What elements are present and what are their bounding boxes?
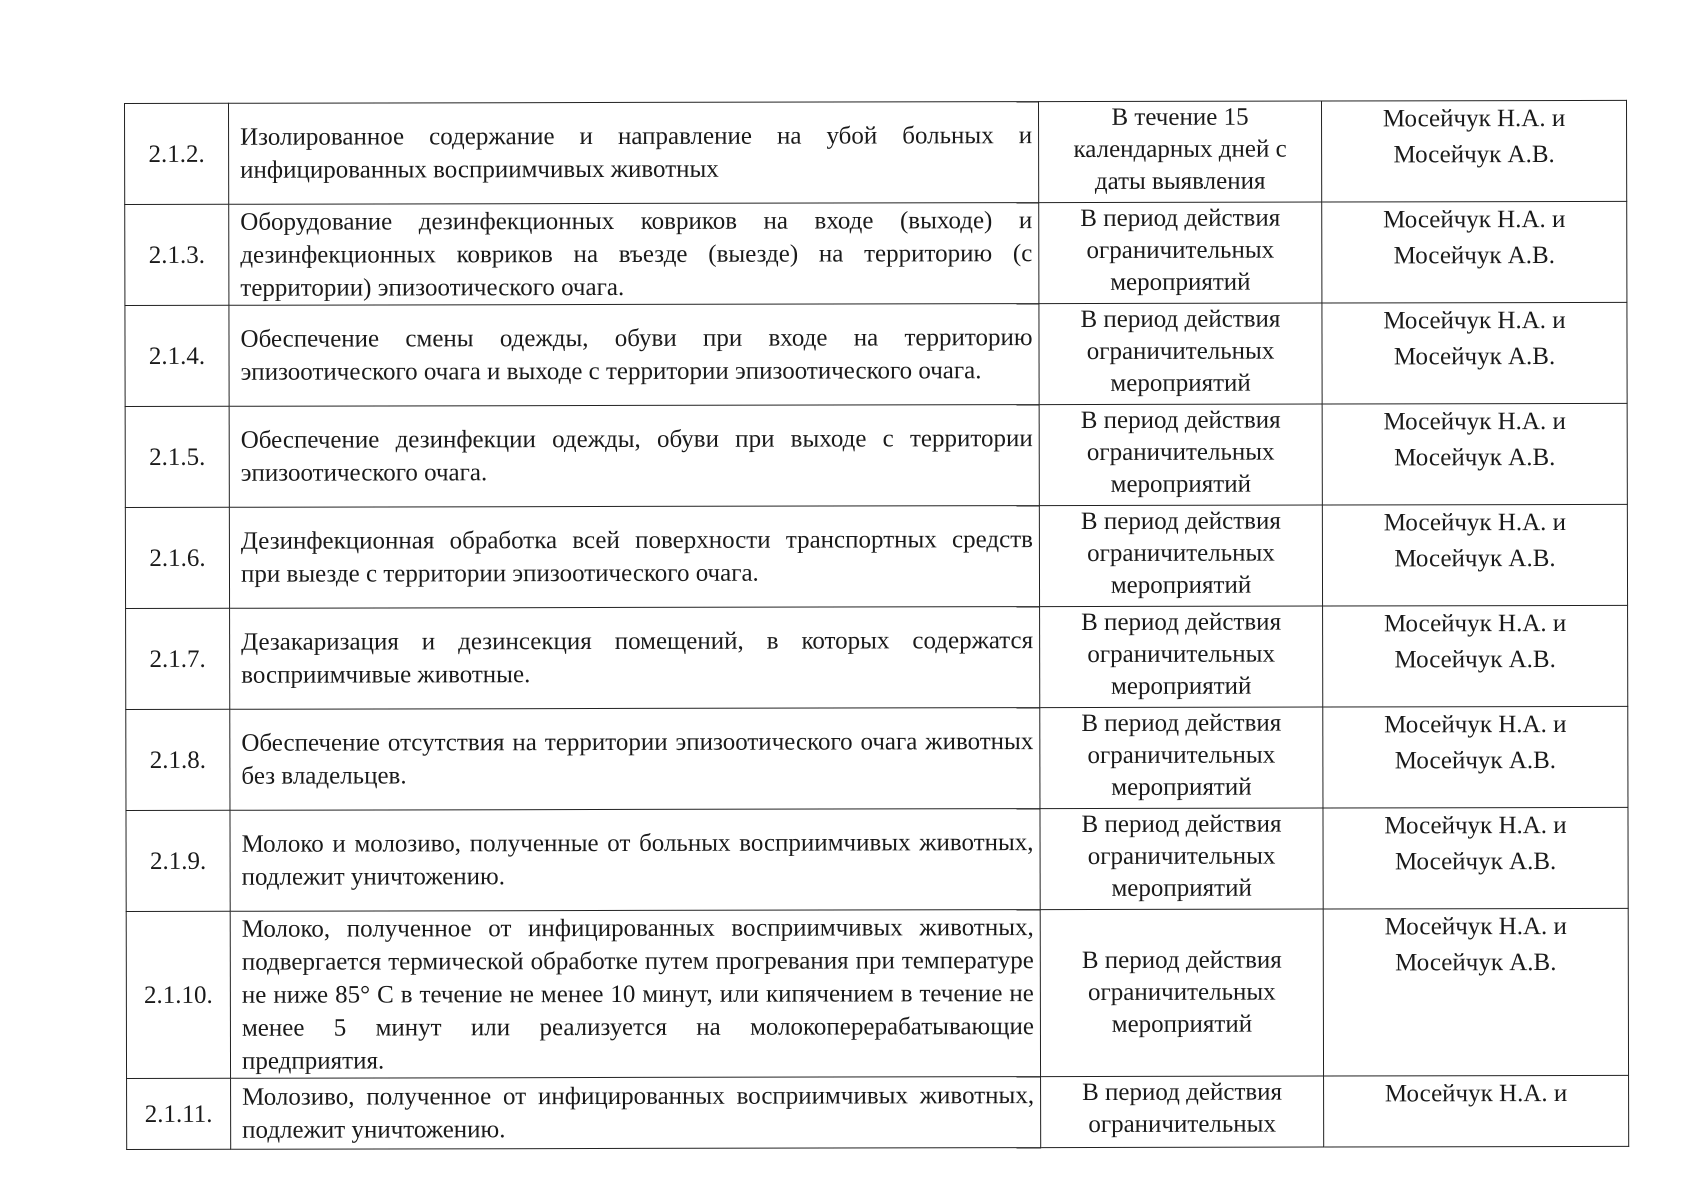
- responsible-line: Мосейчук Н.А. и: [1383, 407, 1566, 436]
- deadline-cell: [1039, 505, 1322, 607]
- deadline-cell: [1039, 202, 1322, 304]
- responsible-cell: [1322, 201, 1627, 303]
- measure-description: Молоко, полученное от инфицированных восприимчивых животных, подвергается термической обработке путем прогревания при температуре не ниже 85° С в течение не менее 10 минут, или кипячением в течение не менее 5 минут или реализуется на молокоперерабатывающие предприятия.: [230, 910, 1040, 1079]
- deadline-cell: [1041, 1076, 1324, 1148]
- measure-description: Дезакаризация и дезинсекция помещений, в которых содержатся восприимчивые животные.: [230, 607, 1040, 710]
- responsible-line: Мосейчук Н.А. и: [1384, 710, 1567, 739]
- table-row: [126, 908, 1628, 1078]
- deadline-line: В период действия: [1081, 709, 1282, 737]
- responsible-line: Мосейчук Н.А. и: [1383, 609, 1567, 638]
- deadline-line: ограничительных: [1087, 640, 1275, 668]
- responsible-cell: [1322, 302, 1627, 404]
- deadline-line: мероприятий: [1111, 672, 1252, 700]
- responsible-cell: [1323, 706, 1628, 808]
- deadline-line: ограничительных: [1087, 539, 1275, 567]
- measures-table-body: [125, 100, 1629, 1149]
- deadline-cell: [1040, 909, 1323, 1077]
- deadline-cell: [1039, 404, 1322, 506]
- deadline-line: ограничительных: [1087, 842, 1276, 870]
- responsible-line: Мосейчук А.В.: [1394, 848, 1557, 876]
- deadline-line: В течение 15: [1111, 103, 1249, 131]
- deadline-line: даты выявления: [1094, 167, 1266, 195]
- item-number: 2.1.10.: [126, 911, 230, 1078]
- deadline-line: ограничительных: [1086, 337, 1275, 365]
- deadline-line: В период действия: [1080, 305, 1281, 333]
- deadline-line: ограничительных: [1086, 236, 1275, 264]
- measure-description: Обеспечение отсутствия на территории эпизоотического очага животных без владельцев.: [230, 708, 1040, 811]
- deadline-line: календарных дней с: [1073, 135, 1287, 164]
- responsible-line: Мосейчук Н.А. и: [1383, 306, 1566, 335]
- responsible-line: Мосейчук А.В.: [1394, 444, 1556, 472]
- deadline-line: В период действия: [1082, 1078, 1283, 1106]
- responsible-line: Мосейчук А.В.: [1395, 949, 1557, 977]
- item-number: 2.1.11.: [127, 1078, 231, 1149]
- item-number: 2.1.3.: [125, 204, 229, 305]
- deadline-cell: [1039, 303, 1322, 405]
- table-row: [125, 403, 1627, 507]
- table-row: [125, 100, 1627, 204]
- responsible-line: Мосейчук А.В.: [1393, 242, 1556, 270]
- deadline-line: ограничительных: [1088, 978, 1276, 1006]
- responsible-cell: [1322, 504, 1627, 606]
- deadline-line: В период действия: [1080, 204, 1281, 232]
- item-number: 2.1.5.: [125, 406, 229, 507]
- measure-description: Изолированное содержание и направление на убой больных и инфицированных восприимчивых животных: [229, 102, 1039, 205]
- responsible-line: Мосейчук Н.А. и: [1382, 104, 1566, 133]
- measures-table: [124, 100, 1629, 1150]
- responsible-cell: [1321, 100, 1626, 202]
- deadline-line: мероприятий: [1110, 571, 1252, 599]
- item-number: 2.1.2.: [125, 103, 229, 204]
- deadline-line: ограничительных: [1086, 438, 1275, 466]
- deadline-line: мероприятий: [1110, 268, 1251, 296]
- responsible-line: Мосейчук А.В.: [1393, 141, 1555, 169]
- item-number: 2.1.8.: [126, 709, 230, 810]
- responsible-line: Мосейчук Н.А. и: [1384, 912, 1567, 941]
- deadline-line: В период действия: [1080, 406, 1281, 434]
- deadline-line: ограничительных: [1088, 1110, 1276, 1138]
- deadline-line: В период действия: [1081, 810, 1282, 838]
- measure-description: Обеспечение дезинфекции одежды, обуви при выходе с территории эпизоотического очага.: [229, 405, 1039, 508]
- deadline-cell: [1040, 808, 1323, 910]
- deadline-line: ограничительных: [1087, 741, 1276, 769]
- table-row: [126, 605, 1628, 709]
- responsible-cell: [1322, 403, 1627, 505]
- deadline-cell: [1040, 606, 1323, 708]
- item-number: 2.1.7.: [126, 608, 230, 709]
- item-number: 2.1.9.: [126, 810, 230, 911]
- deadline-line: В период действия: [1081, 608, 1282, 636]
- deadline-line: мероприятий: [1111, 1010, 1253, 1038]
- responsible-line: Мосейчук А.В.: [1394, 545, 1556, 573]
- deadline-line: В период действия: [1081, 946, 1282, 974]
- measure-description: Молозиво, полученное от инфицированных восприимчивых животных, подлежит уничтожению.: [231, 1077, 1041, 1150]
- measure-description: Молоко и молозиво, полученные от больных восприимчивых животных, подлежит уничтожению.: [230, 809, 1040, 912]
- deadline-cell: [1040, 707, 1323, 809]
- table-row: [125, 504, 1627, 608]
- table-row: [126, 706, 1628, 810]
- deadline-line: В период действия: [1080, 507, 1281, 535]
- responsible-line: Мосейчук А.В.: [1394, 747, 1557, 775]
- responsible-line: Мосейчук Н.А. и: [1384, 1079, 1568, 1108]
- responsible-line: Мосейчук А.В.: [1393, 343, 1556, 371]
- responsible-line: Мосейчук Н.А. и: [1383, 205, 1566, 234]
- deadline-line: мероприятий: [1110, 470, 1252, 498]
- responsible-line: Мосейчук А.В.: [1394, 646, 1556, 674]
- measure-description: Обеспечение смены одежды, обуви при входе на территорию эпизоотического очага и выходе с территории эпизоотического очага.: [229, 304, 1039, 407]
- responsible-cell: [1323, 605, 1628, 707]
- responsible-cell: [1323, 807, 1628, 909]
- responsible-line: Мосейчук Н.А. и: [1383, 508, 1567, 537]
- responsible-cell: [1323, 908, 1628, 1076]
- table-row: [127, 1075, 1629, 1149]
- item-number: 2.1.6.: [125, 507, 229, 608]
- measure-description: Дезинфекционная обработка всей поверхности транспортных средств при выезде с территории эпизоотического очага.: [229, 506, 1039, 609]
- table-row: [125, 201, 1627, 305]
- responsible-cell: [1324, 1075, 1629, 1147]
- table-row: [126, 807, 1628, 911]
- item-number: 2.1.4.: [125, 305, 229, 406]
- deadline-line: мероприятий: [1111, 874, 1252, 902]
- responsible-line: Мосейчук Н.А. и: [1384, 811, 1567, 840]
- deadline-line: мероприятий: [1110, 369, 1251, 397]
- measure-description: Оборудование дезинфекционных ковриков на входе (выходе) и дезинфекционных ковриков на въезде (выезде) на территорию (с территории) эпизоотического очага.: [229, 203, 1039, 306]
- deadline-line: мероприятий: [1111, 773, 1252, 801]
- table-row: [125, 302, 1627, 406]
- deadline-cell: [1038, 101, 1321, 203]
